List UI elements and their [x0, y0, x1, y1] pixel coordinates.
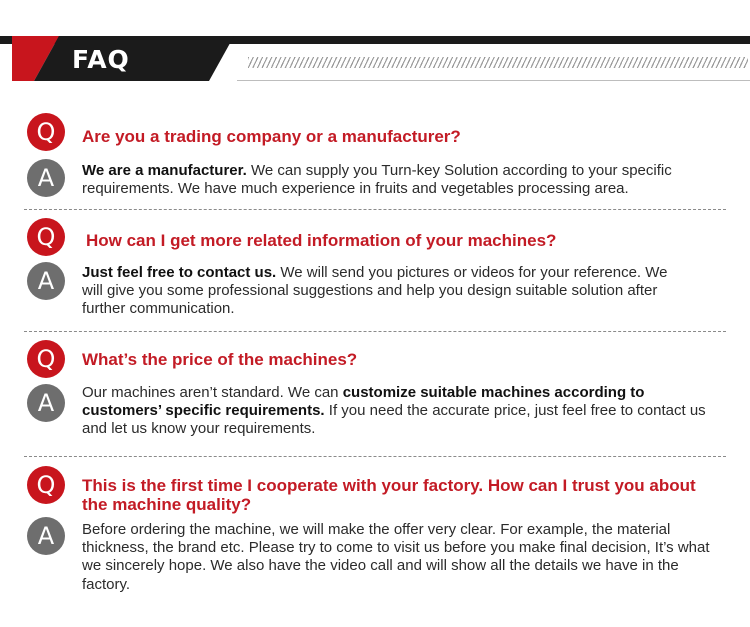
- faq-answer-1-emphasis: We are a manufacturer.: [82, 162, 247, 179]
- answer-icon: A: [27, 384, 65, 422]
- faq-question-2: How can I get more related information of your machines?: [86, 231, 557, 250]
- faq-answer-1: [82, 162, 732, 198]
- faq-answer-3-intro: Our machines aren’t standard. We can: [82, 384, 343, 401]
- question-icon: Q: [27, 466, 65, 504]
- answer-icon: A: [27, 517, 65, 555]
- answer-icon: A: [27, 159, 65, 197]
- faq-answer-3-text: If you need the accurate price, just feel free to contact us and let us know your requirements.: [82, 402, 706, 438]
- answer-icon: A: [27, 262, 65, 300]
- question-icon: Q: [27, 340, 65, 378]
- page-title: FAQ: [72, 45, 130, 74]
- faq-header: [0, 0, 750, 100]
- faq-divider: [24, 331, 726, 332]
- header-title-plate: [34, 36, 234, 81]
- question-icon: Q: [27, 218, 65, 256]
- faq-divider: [24, 209, 726, 210]
- faq-answer-3-emphasis: customize suitable machines according to customers’ specific requirements.: [82, 384, 645, 420]
- faq-answer-2: [82, 264, 692, 319]
- question-icon: Q: [27, 113, 65, 151]
- faq-divider: [24, 456, 726, 457]
- faq-question-1: Are you a trading company or a manufacturer?: [82, 127, 461, 146]
- header-hatch-pattern: [248, 57, 748, 68]
- header-underline: [237, 80, 750, 81]
- faq-question-3: What’s the price of the machines?: [82, 350, 358, 369]
- faq-answer-4: Before ordering the machine, we will make the offer very clear. For example, the material thickness, the brand etc. Please try to come to visit us before you make final decision, It’s what we sincerely hope. We also have the video call and will show all the details we have in the factory.: [82, 521, 710, 593]
- faq-answer-1-text: We can supply you Turn-key Solution according to your specific requirements. We have much experience in fruits and vegetables processing area.: [82, 162, 672, 198]
- faq-question-4: This is the first time I cooperate with your factory. How can I trust you about the machine quality?: [82, 476, 696, 514]
- faq-answer-2-text: We will send you pictures or videos for your reference. We will give you some professional suggestions and help you design suitable solution after further communication.: [82, 264, 668, 318]
- faq-answer-2-emphasis: Just feel free to contact us.: [82, 264, 277, 281]
- faq-answer-3: [82, 384, 707, 439]
